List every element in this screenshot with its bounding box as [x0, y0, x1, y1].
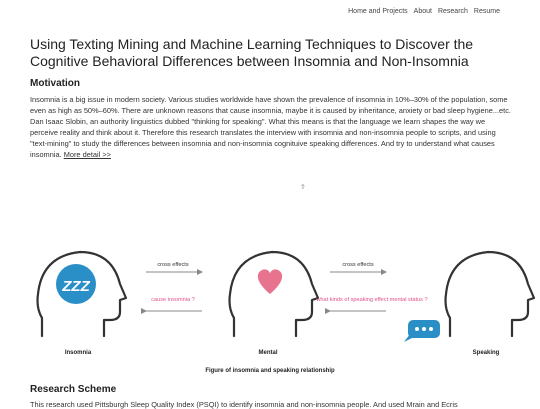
heart-icon [258, 269, 282, 294]
research-scheme-heading: Research Scheme [30, 384, 117, 395]
speech-bubble-icon [404, 320, 440, 342]
research-scheme-text: This research used Pittsburgh Sleep Quality Index (PSQI) to identify insomnia and non-insomnia people. And used Mrain and Ecris [30, 400, 458, 409]
nav-home-projects[interactable]: Home and Projects [348, 8, 408, 15]
nav-resume[interactable]: Resume [473, 8, 500, 15]
motivation-heading: Motivation [30, 78, 80, 89]
mental-label: Mental [258, 350, 278, 356]
arrow1-top-label: cross effects [157, 262, 189, 268]
insomnia-label: Insomnia [64, 350, 92, 356]
arrow2-bottom-label: what kinds of speaking effect mental status ? [316, 297, 428, 303]
mouse-cursor-icon: ⇮ [300, 184, 306, 191]
figure-caption: Figure of insomnia and speaking relationship [205, 368, 335, 374]
motivation-text: Insomnia is a big issue in modern society. Various studies worldwide have shown the prevalence of insomnia in 10%–30% of the population, some even as high as 50%–60%. There are unknown reasons that cause insomnia, maybe it is caused by inheritance, anxiety or bad sleep hygiene...etc. Dan Isaac Slobin, an authority linguistics dubbed "thinking for speaking". What this means is that the language we learn shapes the way we perceive reality and think about it. Therefore this research translates the interview with insomnia and non-insomnia people to scripts, and using "text-mining" to study the differences between insomnia and non-insomnia cognituive speaking differences. And try to understand what causes insomnia. [30, 95, 511, 160]
insomnia-head-icon [38, 252, 127, 336]
arrow2-top-label: cross effects [342, 262, 374, 268]
top-nav [348, 8, 500, 15]
zzz-text: ZZZ [62, 278, 90, 295]
nav-about[interactable]: About [413, 8, 432, 15]
page-title: Using Texting Mining and Machine Learning Techniques to Discover the Cognitive Behavioral Differences between Insomnia and Non-Insomnia [30, 36, 474, 69]
more-detail-link[interactable]: More detail >> [63, 150, 111, 160]
motivation-paragraph [30, 94, 514, 161]
nav-research[interactable]: Research [437, 8, 468, 15]
insomnia-speaking-figure [0, 236, 540, 366]
speaking-head-icon [446, 252, 535, 336]
arrow1-bottom-label: cause insomnia ? [151, 297, 195, 303]
mental-head-icon [230, 252, 319, 336]
speaking-label: Speaking [472, 350, 500, 356]
